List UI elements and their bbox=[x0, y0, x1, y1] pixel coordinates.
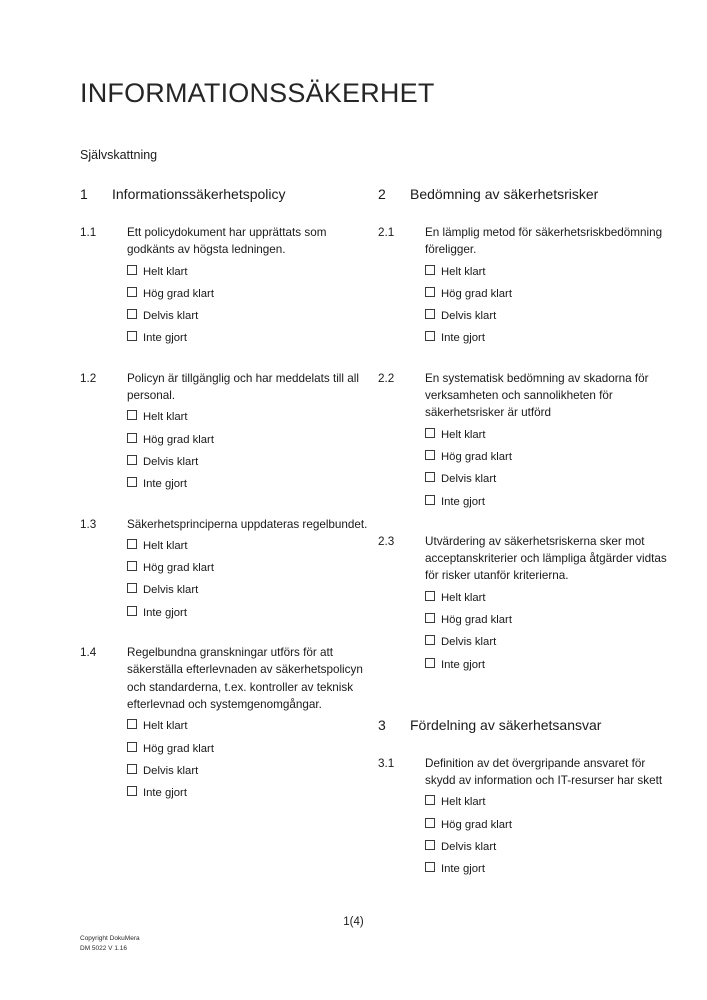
option-delvis-klart[interactable] bbox=[425, 840, 668, 853]
page-title: INFORMATIONSSÄKERHET bbox=[80, 78, 435, 108]
checkbox-icon[interactable] bbox=[127, 265, 137, 275]
item-body bbox=[127, 370, 370, 500]
option-helt-klart[interactable] bbox=[425, 591, 668, 604]
checklist-item-1-2 bbox=[80, 370, 370, 500]
item-number: 3.1 bbox=[378, 756, 395, 770]
checkbox-icon[interactable] bbox=[425, 495, 435, 505]
option-label: Helt klart bbox=[143, 411, 188, 424]
section-title: Bedömning av säkerhetsrisker bbox=[410, 186, 599, 202]
checkbox-icon[interactable] bbox=[425, 795, 435, 805]
checkbox-icon[interactable] bbox=[425, 862, 435, 872]
checkbox-icon[interactable] bbox=[425, 428, 435, 438]
option-hog-grad-klart[interactable] bbox=[425, 287, 668, 300]
option-label: Helt klart bbox=[441, 796, 486, 809]
option-helt-klart[interactable] bbox=[425, 428, 668, 441]
checkbox-icon[interactable] bbox=[127, 786, 137, 796]
option-inte-gjort[interactable] bbox=[425, 862, 668, 875]
checkbox-icon[interactable] bbox=[127, 764, 137, 774]
checkbox-icon[interactable] bbox=[127, 455, 137, 465]
option-delvis-klart[interactable] bbox=[425, 309, 668, 322]
section-heading-1 bbox=[80, 185, 370, 204]
option-helt-klart[interactable] bbox=[425, 795, 668, 808]
option-group bbox=[425, 428, 668, 508]
item-body bbox=[127, 644, 370, 808]
item-number: 2.1 bbox=[378, 225, 395, 239]
checkbox-icon[interactable] bbox=[127, 477, 137, 487]
checkbox-icon[interactable] bbox=[425, 658, 435, 668]
item-text: Definition av det övergripande ansvaret för skydd av information och IT-resurser har skett bbox=[425, 756, 663, 788]
section-number: 3 bbox=[378, 716, 386, 733]
page-number: 1(4) bbox=[343, 916, 364, 928]
checkbox-icon[interactable] bbox=[425, 818, 435, 828]
option-label: Hög grad klart bbox=[143, 562, 214, 575]
item-body bbox=[127, 224, 370, 354]
option-label: Delvis klart bbox=[441, 636, 497, 649]
checkbox-icon[interactable] bbox=[425, 613, 435, 623]
checkbox-icon[interactable] bbox=[425, 331, 435, 341]
checkbox-icon[interactable] bbox=[425, 265, 435, 275]
option-label: Hög grad klart bbox=[143, 742, 214, 755]
option-label: Inte gjort bbox=[143, 787, 187, 800]
option-inte-gjort[interactable] bbox=[127, 606, 370, 619]
option-group bbox=[425, 795, 668, 875]
footer-document-id: DM 5022 V 1.16 bbox=[80, 945, 127, 953]
item-body bbox=[425, 224, 668, 354]
option-delvis-klart[interactable] bbox=[425, 635, 668, 648]
option-group bbox=[425, 265, 668, 345]
option-inte-gjort[interactable] bbox=[127, 477, 370, 490]
item-text: Säkerhetsprinciperna uppdateras regelbundet. bbox=[127, 517, 368, 531]
option-label: Hög grad klart bbox=[441, 450, 512, 463]
item-text: En lämplig metod för säkerhetsriskbedömning föreligger. bbox=[425, 225, 663, 257]
checklist-item-2-2 bbox=[378, 370, 668, 517]
item-number: 1.1 bbox=[80, 225, 97, 239]
option-label: Delvis klart bbox=[143, 455, 199, 468]
option-delvis-klart[interactable] bbox=[127, 455, 370, 468]
option-label: Delvis klart bbox=[441, 841, 497, 854]
item-body bbox=[127, 516, 370, 629]
section-heading-3 bbox=[378, 716, 668, 735]
checklist-item-2-3 bbox=[378, 533, 668, 680]
option-label: Inte gjort bbox=[441, 863, 485, 876]
option-helt-klart[interactable] bbox=[127, 410, 370, 423]
option-hog-grad-klart[interactable] bbox=[425, 818, 668, 831]
option-label: Inte gjort bbox=[441, 495, 485, 508]
option-hog-grad-klart[interactable] bbox=[127, 561, 370, 574]
checkbox-icon[interactable] bbox=[425, 450, 435, 460]
option-inte-gjort[interactable] bbox=[425, 331, 668, 344]
option-delvis-klart[interactable] bbox=[127, 583, 370, 596]
option-label: Hög grad klart bbox=[441, 614, 512, 627]
option-label: Helt klart bbox=[441, 428, 486, 441]
option-helt-klart[interactable] bbox=[127, 539, 370, 552]
option-delvis-klart[interactable] bbox=[127, 309, 370, 322]
option-hog-grad-klart[interactable] bbox=[127, 287, 370, 300]
item-body bbox=[425, 533, 668, 680]
option-label: Inte gjort bbox=[143, 332, 187, 345]
checkbox-icon[interactable] bbox=[127, 561, 137, 571]
checkbox-icon[interactable] bbox=[425, 591, 435, 601]
right-column bbox=[378, 185, 668, 885]
checkbox-icon[interactable] bbox=[127, 583, 137, 593]
checkbox-icon[interactable] bbox=[127, 410, 137, 420]
option-label: Inte gjort bbox=[441, 332, 485, 345]
item-text: Utvärdering av säkerhetsriskerna sker mot acceptanskriterier och lämpliga åtgärder vidtas för risker utanför kriterierna. bbox=[425, 534, 667, 583]
option-label: Hög grad klart bbox=[441, 818, 512, 831]
option-label: Helt klart bbox=[441, 265, 486, 278]
option-inte-gjort[interactable] bbox=[425, 495, 668, 508]
option-label: Delvis klart bbox=[143, 310, 199, 323]
option-hog-grad-klart[interactable] bbox=[127, 433, 370, 446]
item-text: Ett policydokument har upprättats som godkänts av högsta ledningen. bbox=[127, 225, 327, 257]
checkbox-icon[interactable] bbox=[127, 331, 137, 341]
option-label: Delvis klart bbox=[143, 584, 199, 597]
checkbox-icon[interactable] bbox=[127, 433, 137, 443]
option-label: Hög grad klart bbox=[143, 287, 214, 300]
item-number: 2.3 bbox=[378, 534, 395, 548]
item-text: Regelbundna granskningar utförs för att säkerställa efterlevnaden av säkerhetspolicyn och standarderna, t.ex. kontroller av teknisk efterlevnad och systemgenomgångar. bbox=[127, 646, 363, 711]
checkbox-icon[interactable] bbox=[425, 472, 435, 482]
option-helt-klart[interactable] bbox=[127, 719, 370, 732]
option-helt-klart[interactable] bbox=[127, 265, 370, 278]
item-body bbox=[425, 370, 668, 517]
section-number: 1 bbox=[80, 186, 88, 202]
item-number: 1.4 bbox=[80, 646, 97, 660]
checkbox-icon[interactable] bbox=[425, 309, 435, 319]
item-text: En systematisk bedömning av skadorna för verksamheten och sannolikheten för säkerhetsrisker är utförd bbox=[425, 371, 649, 420]
item-number: 1.3 bbox=[80, 517, 97, 531]
section-title: Informationssäkerhetspolicy bbox=[112, 186, 286, 202]
checkbox-icon[interactable] bbox=[127, 742, 137, 752]
item-body bbox=[425, 755, 668, 885]
section-title: Fördelning av säkerhetsansvar bbox=[410, 716, 602, 733]
checkbox-icon[interactable] bbox=[127, 539, 137, 549]
option-inte-gjort[interactable] bbox=[425, 658, 668, 671]
checkbox-icon[interactable] bbox=[127, 309, 137, 319]
option-label: Helt klart bbox=[143, 720, 188, 733]
option-inte-gjort[interactable] bbox=[127, 331, 370, 344]
option-helt-klart[interactable] bbox=[425, 265, 668, 278]
option-label: Helt klart bbox=[143, 539, 188, 552]
footer bbox=[80, 934, 140, 954]
option-label: Hög grad klart bbox=[143, 433, 214, 446]
option-label: Delvis klart bbox=[441, 310, 497, 323]
checkbox-icon[interactable] bbox=[127, 606, 137, 616]
option-label: Hög grad klart bbox=[441, 287, 512, 300]
option-hog-grad-klart[interactable] bbox=[127, 742, 370, 755]
page-subtitle: Självskattning bbox=[80, 148, 158, 162]
footer-copyright: Copyright DokuMera bbox=[80, 935, 140, 942]
checkbox-icon[interactable] bbox=[127, 287, 137, 297]
option-delvis-klart[interactable] bbox=[127, 764, 370, 777]
section-heading-2 bbox=[378, 185, 668, 204]
left-column bbox=[80, 185, 370, 808]
option-label: Helt klart bbox=[441, 591, 486, 604]
checklist-item-2-1 bbox=[378, 224, 668, 354]
option-group bbox=[127, 265, 370, 345]
checkbox-icon[interactable] bbox=[425, 840, 435, 850]
option-group bbox=[127, 410, 370, 490]
option-inte-gjort[interactable] bbox=[127, 786, 370, 799]
option-label: Inte gjort bbox=[143, 606, 187, 619]
item-number: 2.2 bbox=[378, 371, 395, 385]
checklist-item-1-3 bbox=[80, 516, 370, 629]
section-number: 2 bbox=[378, 186, 386, 202]
option-delvis-klart[interactable] bbox=[425, 472, 668, 485]
checklist-item-1-1 bbox=[80, 224, 370, 354]
item-text: Policyn är tillgänglig och har meddelats till all personal. bbox=[127, 371, 359, 403]
option-label: Helt klart bbox=[143, 265, 188, 278]
checkbox-icon[interactable] bbox=[425, 287, 435, 297]
checkbox-icon[interactable] bbox=[127, 719, 137, 729]
option-hog-grad-klart[interactable] bbox=[425, 613, 668, 626]
option-label: Inte gjort bbox=[441, 658, 485, 671]
option-hog-grad-klart[interactable] bbox=[425, 450, 668, 463]
option-group bbox=[127, 539, 370, 619]
option-label: Delvis klart bbox=[441, 473, 497, 486]
option-group bbox=[425, 591, 668, 671]
item-number: 1.2 bbox=[80, 371, 97, 385]
option-label: Delvis klart bbox=[143, 764, 199, 777]
checklist-item-1-4 bbox=[80, 644, 370, 808]
option-group bbox=[127, 719, 370, 799]
checkbox-icon[interactable] bbox=[425, 635, 435, 645]
checklist-item-3-1 bbox=[378, 755, 668, 885]
option-label: Inte gjort bbox=[143, 478, 187, 491]
